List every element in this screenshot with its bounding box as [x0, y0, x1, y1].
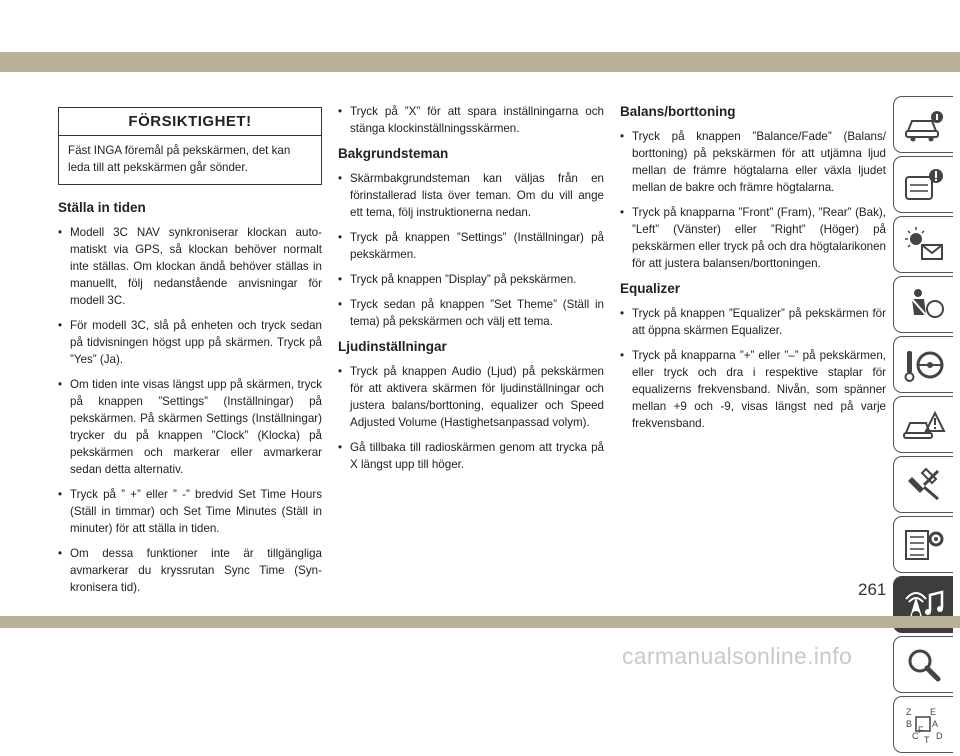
tab-lights-messages[interactable]: [893, 216, 953, 273]
caution-text: Fäst INGA föremål på pekskärmen, det kan leda till att pekskärmen går sönder.: [68, 144, 291, 174]
tab-safety[interactable]: [893, 276, 953, 333]
index-letter: T: [923, 734, 929, 745]
list-item: • Tryck på knappen ”Display” på pekskärmen.: [338, 271, 604, 288]
list-item: • För modell 3C, slå på enheten och tryck sedan på tidvisningen högst upp på skärmen. Tryck på ”Yes” (Ja).: [58, 317, 322, 368]
tab-emergency[interactable]: [893, 396, 953, 453]
dashboard-warning-icon: [902, 165, 946, 205]
list-item: • Tryck på knapparna ”Front” (Fram), ”Rear” (Bak), ”Left” (Vänster) eller ”Right” (Höger) på pekskärmen eller tryck på och dra högtalarikonen för att justera balansen/borttoningen.: [620, 204, 886, 272]
index-letter: A: [931, 718, 938, 729]
list-set-time-continued: [338, 103, 604, 137]
list-item: • Gå tillbaka till radioskärmen genom att trycka på X längst upp till höger.: [338, 439, 604, 473]
steering-key-icon: [902, 345, 946, 385]
list-item: • Tryck på ”X” för att spara inställningarna och stänga klockinställningsskärmen.: [338, 103, 604, 137]
list-item: • Om dessa funktioner inte är tillgängliga avmarkerar du kryssrutan Sync Time (Synkronisera tid).: [58, 545, 322, 596]
index-letter: B: [905, 718, 912, 729]
tab-technical-specs[interactable]: [893, 516, 953, 573]
list-equalizer: [620, 305, 886, 432]
wrench-service-icon: [902, 465, 946, 505]
magnifier-icon: [902, 645, 946, 685]
list-item: • Tryck på knappen Audio (Ljud) på pekskärmen för att aktivera skärmen för ljudinställningar och justera balans/borttoning, equalizer och Speed Adjusted Volume (Hastighetsanpassad volym).: [338, 363, 604, 431]
list-balance-fade: [620, 128, 886, 272]
heading-set-time: Ställa in tiden: [58, 200, 146, 215]
column-middle: [338, 103, 604, 481]
list-item: • Tryck sedan på knappen ”Set Theme” (Ställ in tema) på pekskärmen och välj ett tema.: [338, 296, 604, 330]
list-item: • Tryck på ” +” eller ” -” bredvid Set Time Hours (Ställ in timmar) och Set Time Minutes (Ställ in minuter) för att ställa in tiden.: [58, 486, 322, 537]
list-item: • Tryck på knapparna ”+” eller ”–” på pekskärmen, eller tryck och dra i respektive staplar för equalizerns frekvensband. Nivån, som spänner mellan +9 och -9, visas längst ned på varje frekvensband.: [620, 347, 886, 432]
checklist-gear-icon: [902, 525, 946, 565]
column-left: [58, 100, 322, 604]
list-set-time: [58, 224, 322, 596]
list-item: • Tryck på knappen ”Settings” (Inställningar) på pekskärmen.: [338, 229, 604, 263]
index-letter: D: [935, 730, 942, 741]
watermark-text: carmanualsonline.info: [622, 643, 853, 669]
column-right: [620, 103, 886, 440]
heading-balance-fade: Balans/borttoning: [620, 104, 736, 119]
chapter-tab-sidebar: [893, 96, 953, 756]
index-letter: Z: [905, 706, 911, 717]
list-item: • Om tiden inte visas längst upp på skärmen, tryck på knappen ”Settings” (Inställningar) på pekskärmen. På skärmen Settings (Inställningar) trycker du på knappen ”Clock” (Klocka) på pekskärmen och markerar eller avmarkerar sedan detta alternativ.: [58, 376, 322, 478]
list-sound-settings: [338, 363, 604, 473]
list-item: • Tryck på knappen ”Equalizer” på pekskärmen för att öppna skärmen Equalizer.: [620, 305, 886, 339]
caution-title: FÖRSIKTIGHET!: [59, 108, 321, 136]
seatbelt-airbag-icon: [902, 285, 946, 325]
bottom-color-band: [0, 616, 960, 628]
page-number: 261: [858, 580, 887, 599]
heading-sound-settings: Ljudinställningar: [338, 339, 447, 354]
tab-car-info[interactable]: [893, 96, 953, 153]
car-emergency-icon: [902, 405, 946, 445]
car-info-icon: [902, 105, 946, 145]
tab-starting-driving[interactable]: [893, 336, 953, 393]
list-item: • Skärmbakgrundsteman kan väljas från en förinstallerad lista över teman. Om du vill ange ett tema, följ instruktionerna nedan.: [338, 170, 604, 221]
heading-equalizer: Equalizer: [620, 281, 681, 296]
top-color-band: [0, 52, 960, 72]
tab-service[interactable]: [893, 456, 953, 513]
light-message-icon: [902, 225, 946, 265]
caution-box: [58, 107, 322, 185]
list-item: • Tryck på knappen ”Balance/Fade” (Balans/ borttoning) på pekskärmen för att utjämna ljud mellan de främre högtalarna eller växla ljudet mellan de bakre och främre högtalarna.: [620, 128, 886, 196]
alphabet-index-icon: [902, 705, 946, 745]
heading-background-themes: Bakgrundsteman: [338, 146, 449, 161]
tab-index[interactable]: [893, 696, 953, 753]
index-letter: F: [917, 724, 923, 735]
list-background-themes: [338, 170, 604, 330]
list-item: • Modell 3C NAV synkroniserar klockan automatiskt via GPS, så klockan behöver normalt inte ställas. Om klockan ändå behöver ställas in manuellt, följ nedanstående anvisningar för modell 3C.: [58, 224, 322, 309]
index-letter: C: [911, 730, 918, 741]
tab-search[interactable]: [893, 636, 953, 693]
tab-dashboard[interactable]: [893, 156, 953, 213]
index-letter: E: [929, 706, 936, 717]
